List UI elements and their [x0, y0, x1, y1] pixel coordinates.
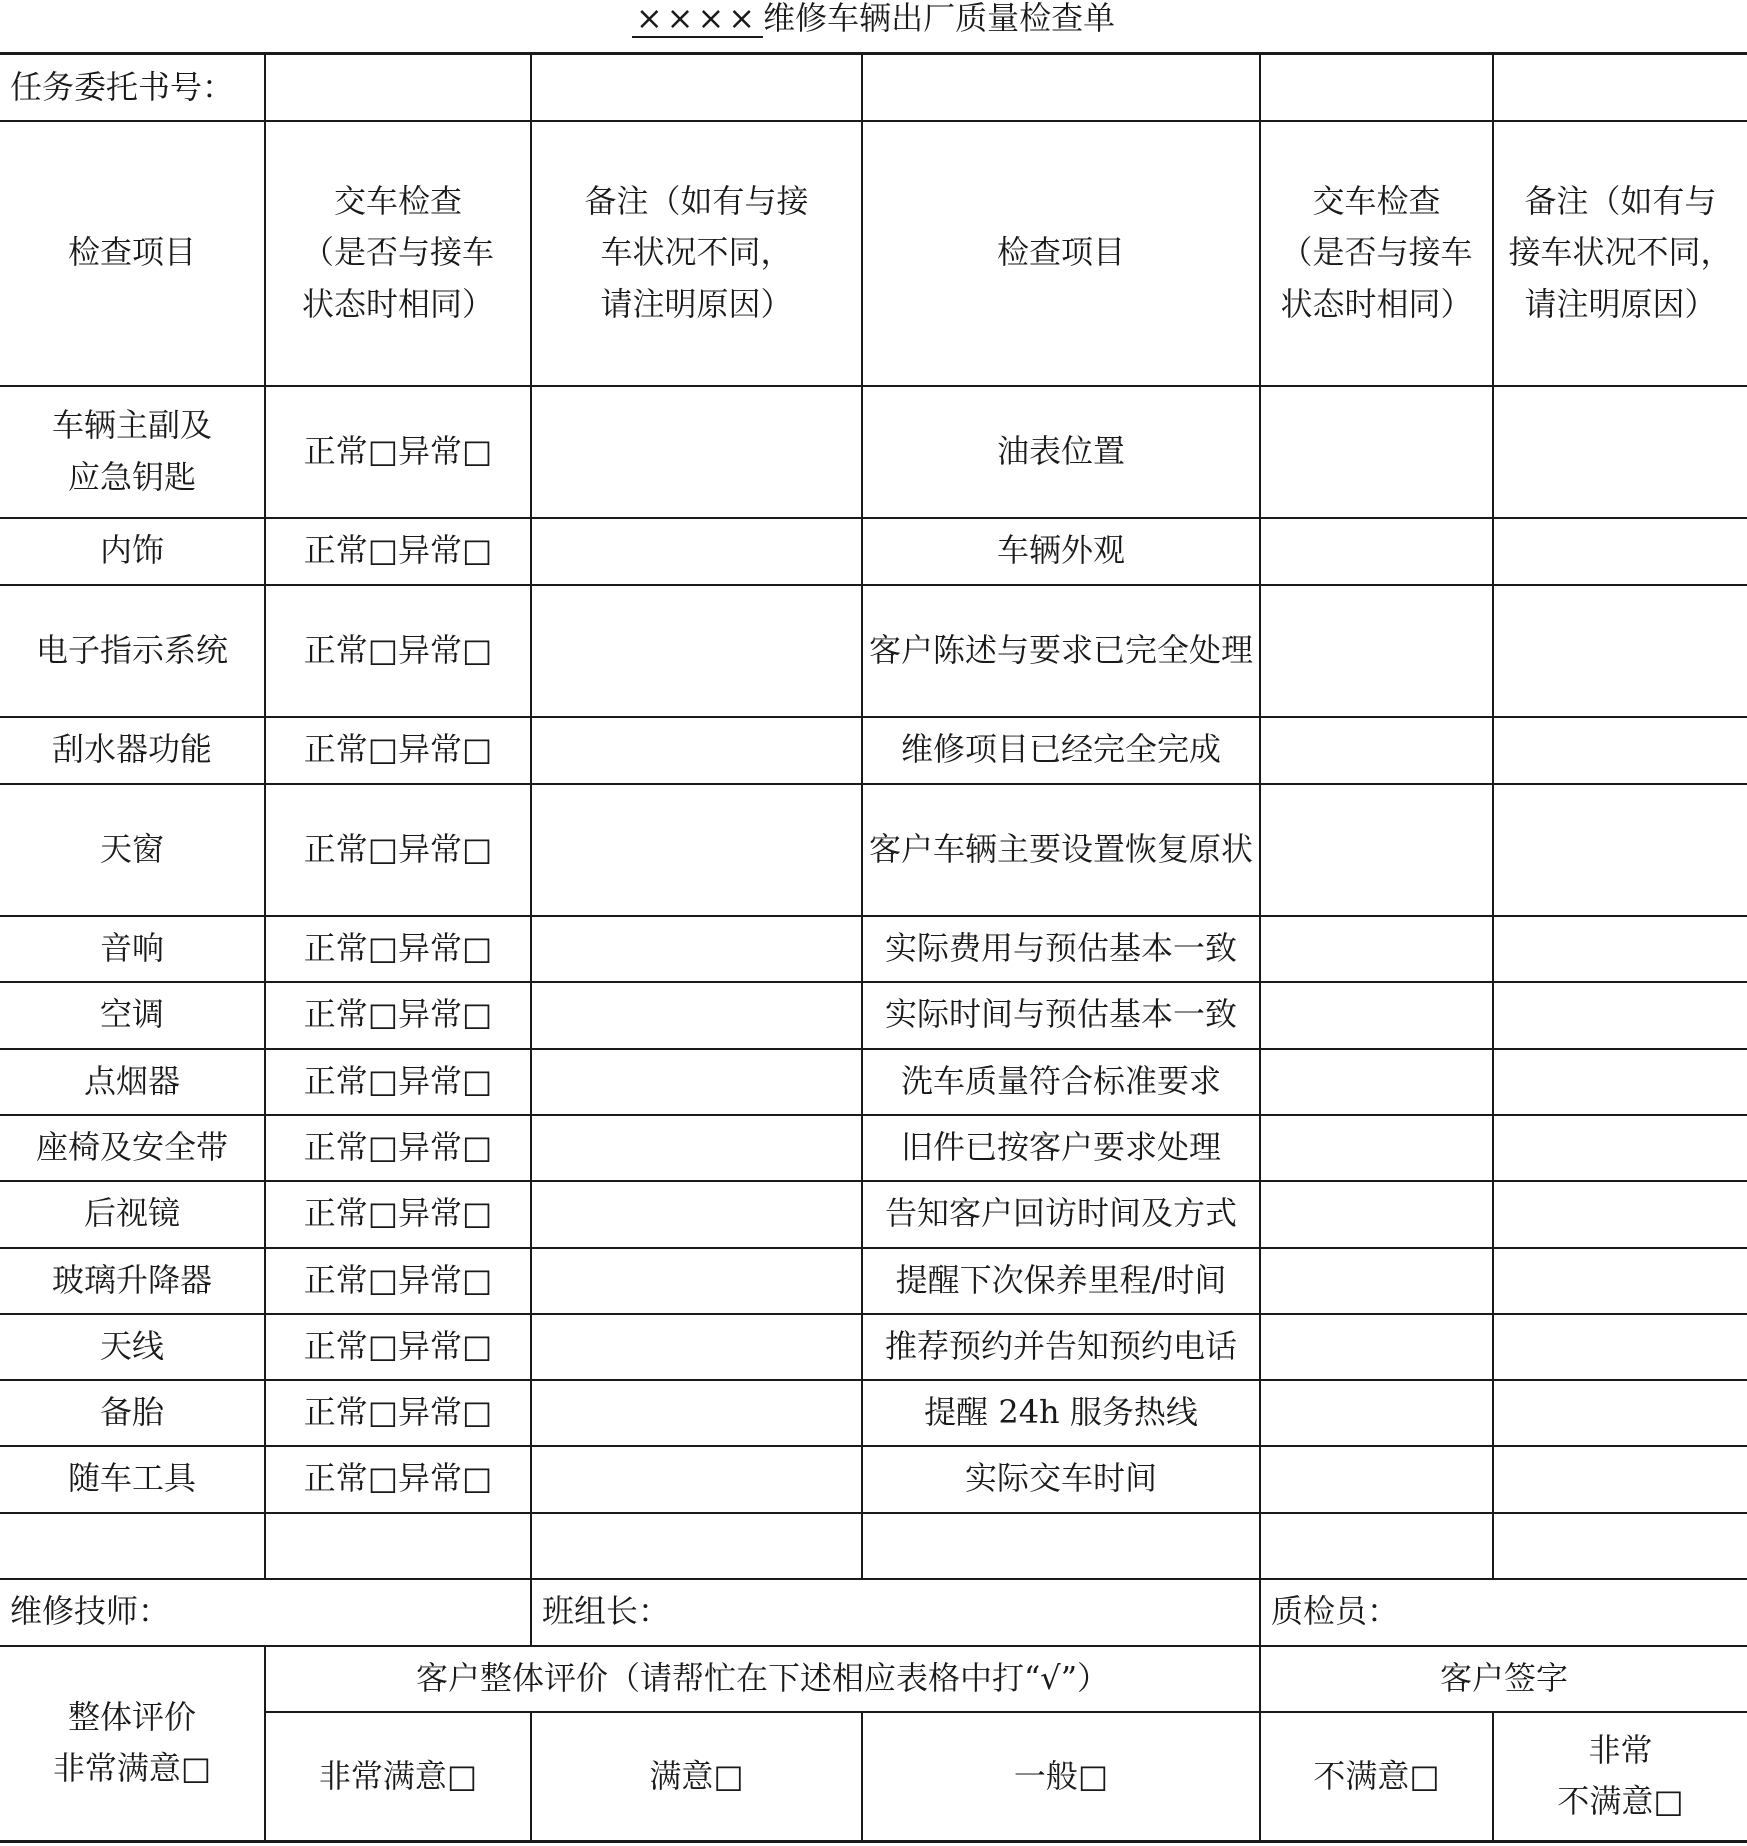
task-number-label: 任务委托书号： — [0, 54, 265, 121]
status-checkbox-group[interactable]: 正常□异常□ — [265, 1115, 531, 1181]
left-item-label: 内饰 — [99, 531, 164, 570]
overall-evaluation[interactable] — [0, 1646, 265, 1842]
right-note-cell[interactable] — [1493, 1049, 1747, 1115]
right-item: 提醒下次保养里程/时间 — [862, 1248, 1260, 1314]
right-note-cell[interactable] — [1493, 1181, 1747, 1248]
header-check-line: （是否与接车 — [301, 233, 494, 272]
left-note-cell[interactable] — [531, 982, 862, 1049]
left-note-cell[interactable] — [531, 717, 862, 784]
right-check-cell[interactable] — [1260, 1049, 1493, 1115]
task-cell-5[interactable] — [1260, 54, 1493, 121]
left-item-label: 车辆主副及 — [51, 406, 212, 445]
header-check-line: 交车检查 — [1312, 182, 1441, 221]
right-item: 提醒 24h 服务热线 — [862, 1380, 1260, 1446]
right-check-cell[interactable] — [1260, 1446, 1493, 1513]
item-row — [0, 784, 1747, 916]
right-check-cell[interactable] — [1260, 386, 1493, 518]
option-satisfied[interactable]: 满意□ — [531, 1712, 862, 1842]
left-item — [0, 585, 265, 717]
status-checkbox-group[interactable]: 正常□异常□ — [265, 518, 531, 585]
right-check-cell[interactable] — [1260, 518, 1493, 585]
left-note-cell[interactable] — [531, 1380, 862, 1446]
right-check-cell[interactable] — [1260, 916, 1493, 982]
left-item-label: 备胎 — [99, 1392, 164, 1431]
item-row — [0, 1446, 1747, 1513]
right-check-cell[interactable] — [1260, 1181, 1493, 1248]
page-title — [632, 0, 1115, 38]
header-check-line: （是否与接车 — [1280, 233, 1473, 272]
left-item — [0, 386, 265, 518]
blank-cell[interactable] — [265, 1513, 531, 1579]
right-note-cell[interactable] — [1493, 518, 1747, 585]
right-item: 实际费用与预估基本一致 — [862, 916, 1260, 982]
task-cell-6[interactable] — [1493, 54, 1747, 121]
blank-cell[interactable] — [1493, 1513, 1747, 1579]
option-dissatisfied[interactable]: 不满意□ — [1260, 1712, 1493, 1842]
option-very-satisfied[interactable]: 非常满意□ — [265, 1712, 531, 1842]
header-note-line: 接车状况不同， — [1508, 233, 1733, 272]
blank-row — [0, 1513, 1747, 1579]
item-row — [0, 1181, 1747, 1248]
left-item-label: 应急钥匙 — [67, 457, 196, 496]
header-note-line: 备注（如有与接 — [584, 182, 809, 221]
right-check-cell[interactable] — [1260, 982, 1493, 1049]
header-check-line: 状态时相同） — [1280, 284, 1473, 323]
team-leader-signature[interactable]: 班组长： — [531, 1579, 1260, 1646]
right-note-cell[interactable] — [1493, 1314, 1747, 1380]
overall-evaluation-option[interactable]: 非常满意□ — [52, 1749, 212, 1788]
left-item — [0, 518, 265, 585]
left-item-label: 音响 — [99, 928, 164, 967]
right-check-cell[interactable] — [1260, 1380, 1493, 1446]
left-item-label: 后视镜 — [83, 1194, 180, 1233]
left-note-cell[interactable] — [531, 1314, 862, 1380]
blank-cell[interactable] — [1260, 1513, 1493, 1579]
right-check-cell[interactable] — [1260, 1314, 1493, 1380]
header-note-line: 请注明原因） — [1524, 284, 1717, 323]
left-note-cell[interactable] — [531, 784, 862, 916]
status-checkbox-group[interactable]: 正常□异常□ — [265, 784, 531, 916]
header-note-line: 请注明原因） — [600, 284, 793, 323]
left-note-cell[interactable] — [531, 1049, 862, 1115]
customer-evaluation-title: 客户整体评价（请帮忙在下述相应表格中打“√”） — [265, 1646, 1260, 1712]
left-item-label: 空调 — [99, 995, 164, 1034]
header-note-line: 备注（如有与 — [1524, 182, 1717, 221]
right-note-cell[interactable] — [1493, 585, 1747, 717]
left-item — [0, 1314, 265, 1380]
right-item: 推荐预约并告知预约电话 — [862, 1314, 1260, 1380]
inspection-table — [0, 52, 1747, 1843]
title-prefix: ×××× — [632, 0, 763, 38]
status-checkbox-group[interactable]: 正常□异常□ — [265, 1049, 531, 1115]
right-note-cell[interactable] — [1493, 1446, 1747, 1513]
left-item-label: 点烟器 — [83, 1061, 180, 1100]
option-very-dissatisfied[interactable] — [1493, 1712, 1747, 1842]
header-check-right — [1260, 121, 1493, 386]
status-checkbox-group[interactable]: 正常□异常□ — [265, 585, 531, 717]
right-check-cell[interactable] — [1260, 1248, 1493, 1314]
left-item-label: 天窗 — [99, 829, 164, 868]
left-item — [0, 1380, 265, 1446]
left-note-cell[interactable] — [531, 585, 862, 717]
left-item-label: 天线 — [99, 1326, 164, 1365]
left-note-cell[interactable] — [531, 1248, 862, 1314]
header-check-left — [265, 121, 531, 386]
right-note-cell[interactable] — [1493, 1380, 1747, 1446]
right-check-cell[interactable] — [1260, 1115, 1493, 1181]
left-item — [0, 916, 265, 982]
left-item — [0, 1181, 265, 1248]
header-note-right — [1493, 121, 1747, 386]
item-row — [0, 717, 1747, 784]
left-item — [0, 1115, 265, 1181]
option-very-dissatisfied-line: 不满意□ — [1557, 1782, 1684, 1821]
item-row — [0, 518, 1747, 585]
blank-cell[interactable] — [0, 1513, 265, 1579]
left-item — [0, 717, 265, 784]
option-very-dissatisfied-line: 非常 — [1588, 1731, 1653, 1770]
header-note-line: 车状况不同， — [600, 233, 793, 272]
item-row — [0, 916, 1747, 982]
left-item — [0, 1248, 265, 1314]
task-cell-4[interactable] — [862, 54, 1260, 121]
item-row — [0, 1314, 1747, 1380]
left-item-label: 座椅及安全带 — [35, 1127, 228, 1166]
status-checkbox-group[interactable]: 正常□异常□ — [265, 1248, 531, 1314]
blank-cell[interactable] — [531, 1513, 862, 1579]
right-item: 车辆外观 — [862, 518, 1260, 585]
signature-row — [0, 1579, 1747, 1646]
status-checkbox-group[interactable]: 正常□异常□ — [265, 1446, 531, 1513]
item-row — [0, 1049, 1747, 1115]
right-check-cell[interactable] — [1260, 585, 1493, 717]
status-checkbox-group[interactable]: 正常□异常□ — [265, 386, 531, 518]
left-item-label: 电子指示系统 — [35, 630, 228, 669]
header-check-line: 交车检查 — [333, 182, 462, 221]
item-row — [0, 1248, 1747, 1314]
status-checkbox-group[interactable]: 正常□异常□ — [265, 982, 531, 1049]
right-item: 客户车辆主要设置恢复原状 — [862, 784, 1260, 916]
right-item: 旧件已按客户要求处理 — [862, 1115, 1260, 1181]
right-note-cell[interactable] — [1493, 916, 1747, 982]
status-checkbox-group[interactable]: 正常□异常□ — [265, 1380, 531, 1446]
right-item: 维修项目已经完全完成 — [862, 717, 1260, 784]
overall-evaluation-label: 整体评价 — [67, 1698, 196, 1737]
left-note-cell[interactable] — [531, 1181, 862, 1248]
status-checkbox-group[interactable]: 正常□异常□ — [265, 1314, 531, 1380]
right-item: 客户陈述与要求已完全处理 — [862, 585, 1260, 717]
status-checkbox-group[interactable]: 正常□异常□ — [265, 916, 531, 982]
status-checkbox-group[interactable]: 正常□异常□ — [265, 1181, 531, 1248]
right-item: 告知客户回访时间及方式 — [862, 1181, 1260, 1248]
left-item — [0, 784, 265, 916]
title-bar — [0, 0, 1747, 52]
item-row — [0, 386, 1747, 518]
task-cell-3[interactable] — [531, 54, 862, 121]
left-note-cell[interactable] — [531, 1115, 862, 1181]
left-note-cell[interactable] — [531, 1446, 862, 1513]
inspector-signature[interactable]: 质检员： — [1260, 1579, 1747, 1646]
item-row — [0, 982, 1747, 1049]
blank-cell[interactable] — [862, 1513, 1260, 1579]
left-item — [0, 982, 265, 1049]
task-row — [0, 54, 1747, 121]
left-item-label: 刮水器功能 — [51, 730, 212, 769]
header-item-right: 检查项目 — [862, 121, 1260, 386]
left-item-label: 玻璃升降器 — [51, 1260, 212, 1299]
evaluation-header-row — [0, 1646, 1747, 1712]
header-item-left: 检查项目 — [0, 121, 265, 386]
right-check-cell[interactable] — [1260, 717, 1493, 784]
left-note-cell[interactable] — [531, 916, 862, 982]
technician-signature[interactable]: 维修技师： — [0, 1579, 531, 1646]
customer-signature-title: 客户签字 — [1260, 1646, 1747, 1712]
item-row — [0, 585, 1747, 717]
item-row — [0, 1380, 1747, 1446]
right-item: 实际时间与预估基本一致 — [862, 982, 1260, 1049]
left-note-cell[interactable] — [531, 518, 862, 585]
left-note-cell[interactable] — [531, 386, 862, 518]
right-note-cell[interactable] — [1493, 717, 1747, 784]
right-note-cell[interactable] — [1493, 1248, 1747, 1314]
right-note-cell[interactable] — [1493, 784, 1747, 916]
left-item — [0, 1446, 265, 1513]
left-item-label: 随车工具 — [67, 1459, 196, 1498]
header-row — [0, 121, 1747, 386]
right-item: 洗车质量符合标准要求 — [862, 1049, 1260, 1115]
header-note-left — [531, 121, 862, 386]
right-check-cell[interactable] — [1260, 784, 1493, 916]
status-checkbox-group[interactable]: 正常□异常□ — [265, 717, 531, 784]
title-text: 维修车辆出厂质量检查单 — [763, 0, 1116, 37]
item-row — [0, 1115, 1747, 1181]
right-note-cell[interactable] — [1493, 982, 1747, 1049]
right-note-cell[interactable] — [1493, 1115, 1747, 1181]
left-item — [0, 1049, 265, 1115]
header-check-line: 状态时相同） — [301, 284, 494, 323]
right-item: 实际交车时间 — [862, 1446, 1260, 1513]
right-item: 油表位置 — [862, 386, 1260, 518]
task-number-field[interactable] — [265, 54, 531, 121]
option-average[interactable]: 一般□ — [862, 1712, 1260, 1842]
right-note-cell[interactable] — [1493, 386, 1747, 518]
